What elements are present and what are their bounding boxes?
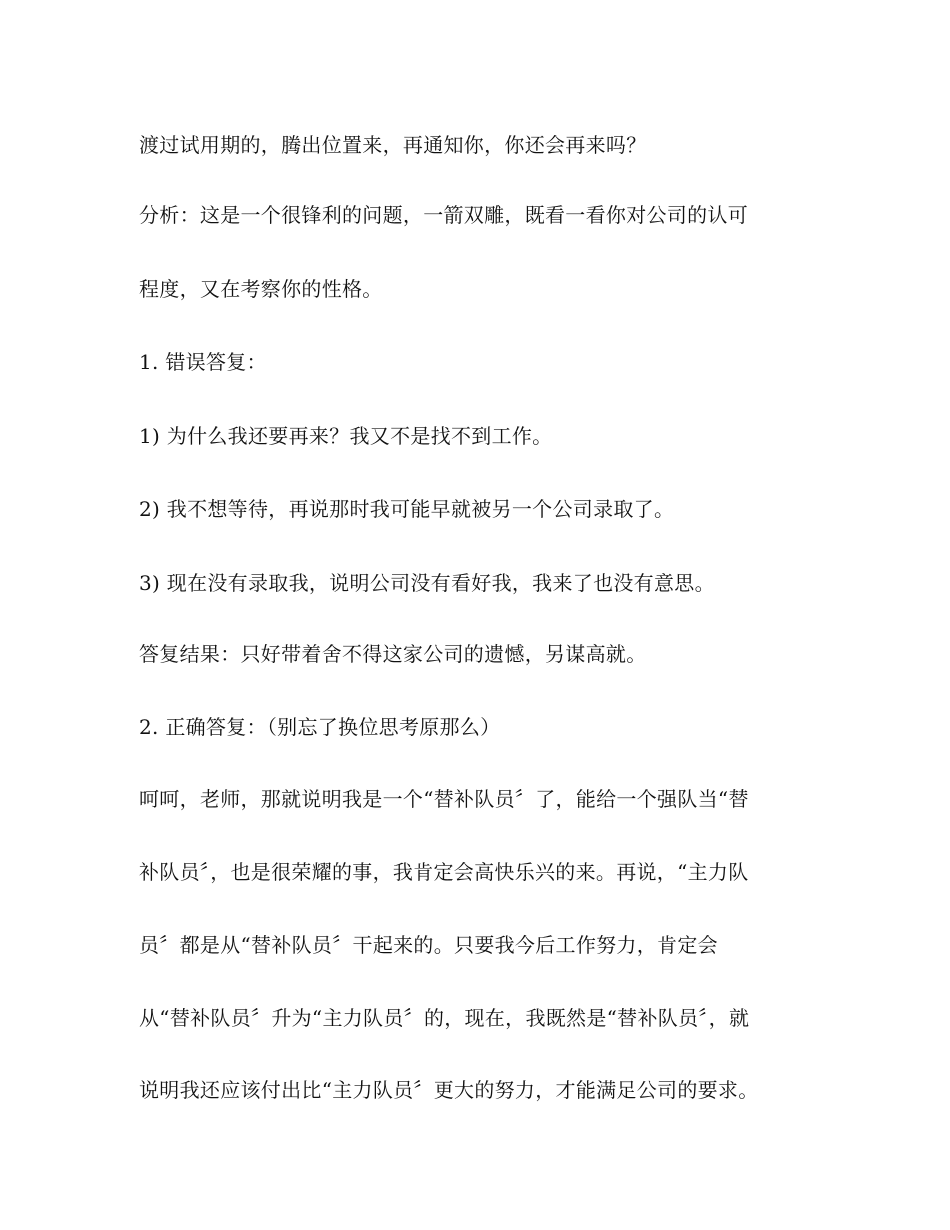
text-line-analysis-continued: 程度，又在考察你的性格。 [139, 277, 383, 301]
text-line-analysis: 分析：这是一个很锋利的问题，一箭双雕，既看一看你对公司的认可 [139, 203, 748, 227]
text-line-correct-answer-2: 补队员〞，也是很荣耀的事，我肯定会高快乐兴的来。再说，“主力队 [139, 860, 749, 884]
list-item-wrong-answer-2: 2) 我不想等待，再说那时我可能早就被另一个公司录取了。 [139, 497, 675, 521]
section-heading-correct-answer: 2. 正确答复：（别忘了换位思考原那么） [139, 715, 501, 739]
text-line-correct-answer-3: 员〞都是从“替补队员〞干起来的。只要我今后工作努力，肯定会 [139, 933, 718, 957]
text-line-answer-result: 答复结果：只好带着舍不得这家公司的遗憾，另谋高就。 [139, 642, 647, 666]
list-item-wrong-answer-3: 3) 现在没有录取我，说明公司没有看好我，我来了也没有意思。 [139, 571, 715, 595]
text-line-correct-answer-4: 从“替补队员〞升为“主力队员〞的，现在，我既然是“替补队员〞，就 [139, 1006, 750, 1030]
text-line-correct-answer-1: 呵呵，老师，那就说明我是一个“替补队员〞了，能给一个强队当“替 [139, 787, 749, 811]
list-item-wrong-answer-1: 1) 为什么我还要再来？我又不是找不到工作。 [139, 424, 553, 448]
text-line-trial-period-question: 渡过试用期的，腾出位置来，再通知你，你还会再来吗？ [139, 133, 647, 157]
section-heading-wrong-answers: 1. 错误答复： [139, 350, 267, 374]
text-line-correct-answer-5: 说明我还应该付出比“主力队员〞更大的努力，才能满足公司的要求。 [139, 1078, 759, 1102]
